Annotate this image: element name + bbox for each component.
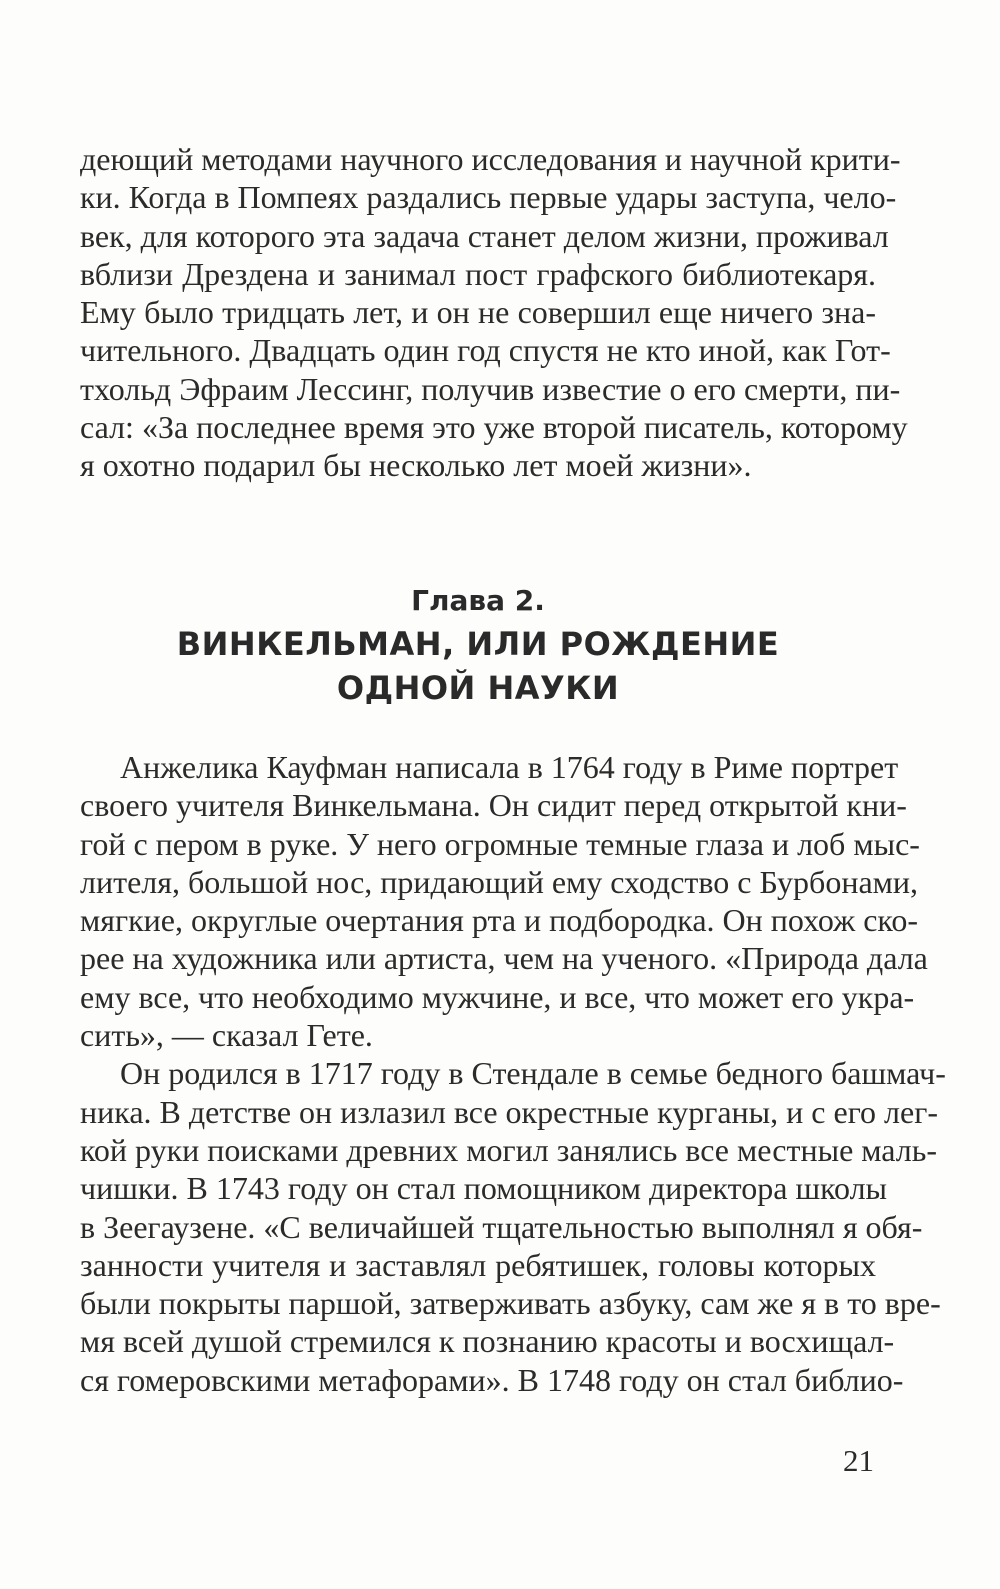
chapter-title-line: ОДНОЙ НАУКИ <box>336 669 620 707</box>
text-line: гой с пером в руке. У него огромные темные глаза и лоб мыс- <box>80 825 920 862</box>
text-line: я охотно подарил бы несколько лет моей жизни». <box>80 447 752 484</box>
chapter-title <box>80 622 876 710</box>
text-line: были покрыты паршой, затверживать азбуку, сам же я в то вре- <box>80 1285 941 1322</box>
text-line: вблизи Дрездена и занимал пост графского библиотекаря. <box>80 255 876 292</box>
paragraph-continued <box>80 140 908 485</box>
text-line: ему все, что необходимо мужчине, и все, что может его укра- <box>80 978 915 1015</box>
text-line: ки. Когда в Помпеях раздались первые удары заступа, чело- <box>80 179 897 216</box>
text-line: Ему было тридцать лет, и он не совершил еще ничего зна- <box>80 294 876 331</box>
text-line: ся гомеровскими метафорами». В 1748 году он стал библио- <box>80 1361 904 1398</box>
text-line: в Зеегаузене. «С величайшей тщательностью выполнял я обя- <box>80 1208 923 1245</box>
chapter-title-line: ВИНКЕЛЬМАН, ИЛИ РОЖДЕНИЕ <box>176 625 780 663</box>
chapter-body <box>80 748 946 1399</box>
text-line: мягкие, округлые очертания рта и подбородка. Он похож ско- <box>80 902 918 939</box>
text-line: рее на художника или артиста, чем на ученого. «Природа дала <box>80 940 928 977</box>
text-line: Он родился в 1717 году в Стендале в семье бедного башмач- <box>120 1055 946 1092</box>
text-line: мя всей душой стремился к познанию красоты и восхищал- <box>80 1323 895 1360</box>
text-line: деющий методами научного исследования и научной крити- <box>80 141 901 177</box>
text-line: сал: «За последнее время это уже второй писатель, которому <box>80 409 908 446</box>
text-line: чительного. Двадцать один год спустя не кто иной, как Гот- <box>80 332 891 369</box>
text-line: кой руки поисками древних могил занялись все местные маль- <box>80 1131 937 1168</box>
chapter-label: Глава 2. <box>411 584 545 617</box>
page-number: 21 <box>843 1443 874 1478</box>
text-line: ника. В детстве он излазил все окрестные курганы, и с его лег- <box>80 1093 938 1130</box>
text-line: сить», — сказал Гете. <box>80 1017 373 1054</box>
text-line: Анжелика Кауфман написала в 1764 году в Риме портрет <box>120 749 899 785</box>
text-line: лителя, большой нос, придающий ему сходство с Бурбонами, <box>80 863 919 900</box>
text-line: чишки. В 1743 году он стал помощником директора школы <box>80 1170 888 1207</box>
text-line: своего учителя Винкельмана. Он сидит перед открытой кни- <box>80 787 907 824</box>
text-line: век, для которого эта задача станет делом жизни, проживал <box>80 217 889 254</box>
text-line: тхольд Эфраим Лессинг, получив известие о его смерти, пи- <box>80 370 901 407</box>
text-line: занности учителя и заставлял ребятишек, головы которых <box>80 1246 876 1283</box>
